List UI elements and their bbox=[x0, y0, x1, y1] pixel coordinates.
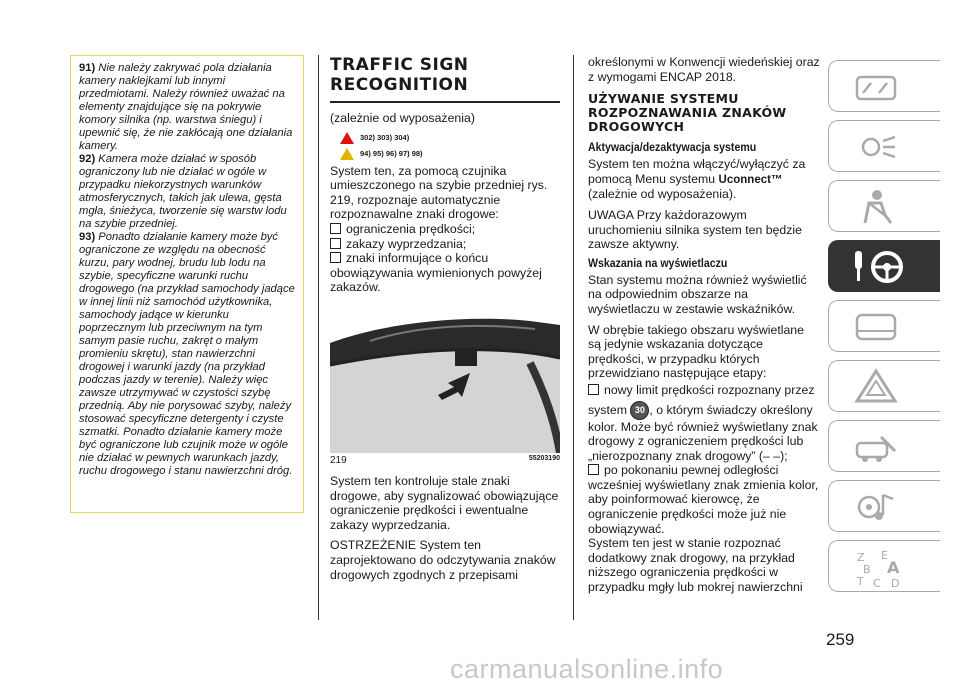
checkbox-icon bbox=[330, 223, 341, 234]
list-item: nowy limit prędkości rozpoznany przez bbox=[588, 383, 820, 398]
heading-activation: Aktywacja/dezaktywacja systemu bbox=[588, 142, 757, 155]
tab-lights[interactable] bbox=[828, 120, 940, 172]
tab-warnings[interactable] bbox=[828, 300, 940, 352]
windshield-camera-illustration bbox=[330, 303, 560, 453]
paragraph: Stan systemu można również wyświetlić na odpowiednim obszarze na wyświetlaczu w zestawie wskaźników. bbox=[588, 272, 807, 316]
key-steering-icon bbox=[851, 247, 911, 287]
windshield-figure bbox=[330, 303, 560, 453]
tab-multimedia[interactable] bbox=[828, 480, 940, 532]
dashboard-icon bbox=[851, 67, 901, 107]
multimedia-icon bbox=[851, 487, 901, 527]
figure-number: 219 bbox=[330, 454, 347, 466]
tab-safety[interactable] bbox=[828, 180, 940, 232]
checkbox-icon bbox=[588, 384, 599, 395]
figure-code: 55203190 bbox=[528, 454, 560, 462]
wrench-car-icon bbox=[851, 427, 901, 467]
checkbox-icon bbox=[330, 252, 341, 263]
notes-box bbox=[70, 55, 304, 513]
reference-badge: 30 bbox=[630, 401, 649, 420]
list-item: zakazy wyprzedzania; bbox=[330, 237, 560, 252]
svg-text:T: T bbox=[857, 575, 864, 588]
svg-text:E: E bbox=[881, 549, 888, 562]
paragraph: System ten kontroluje stale znaki drogowe, aby sygnalizować obowiązujące ograniczenie prędkości i ewentualne zakazy wyprzedzania. bbox=[330, 473, 559, 532]
usage-section bbox=[588, 55, 820, 601]
paragraph: UWAGA Przy każdorazowym uruchomieniu silnika system ten będzie zawsze aktywny. bbox=[588, 207, 802, 252]
svg-text:Z: Z bbox=[857, 551, 865, 564]
equipment-note: (zależnie od wyposażenia) bbox=[330, 111, 475, 125]
subsection-title: UŻYWANIE SYSTEMU ROZPOZNAWANIA ZNAKÓW DROGOWYCH bbox=[588, 91, 787, 135]
checkbox-icon bbox=[588, 464, 599, 475]
svg-text:D: D bbox=[891, 577, 900, 590]
note-91: 91) Nie należy zakrywać pola działania kamery naklejkami lub innymi przedmiotami. Należy również uważać na elementy znajdujące się na pokrywie komory silnika (np. warstwa śniegu) i upewnić się, że nie zakłócają one działania kamery. bbox=[79, 62, 293, 152]
heading-display: Wskazania na wyświetlaczu bbox=[588, 257, 728, 270]
list-item: po pokonaniu pewnej odległości wcześniej wyświetlany znak zmienia kolor, aby poinformować kierowcę, że ograniczenie prędkości może już nie obowiązywać. bbox=[588, 463, 819, 536]
note-92: 92) Kamera może działać w sposób ograniczony lub nie działać w ogóle w przypadku niekorzystnych warunków atmosferycznych, takich jak ulewa, gęsta mgła, śnieżyca, tworzenie się warstw lodu na szybie przedniej. bbox=[79, 153, 287, 230]
section-title: TRAFFIC SIGN RECOGNITION bbox=[330, 55, 560, 103]
emergency-triangle-icon bbox=[851, 367, 901, 407]
list-item: ograniczenia prędkości; bbox=[330, 222, 560, 237]
watermark: carmanualsonline.info bbox=[450, 654, 724, 684]
tab-emergency[interactable] bbox=[828, 360, 940, 412]
svg-text:B: B bbox=[863, 563, 871, 576]
airbag-seat-icon bbox=[851, 187, 901, 227]
svg-text:A: A bbox=[887, 558, 900, 577]
svg-text:C: C bbox=[873, 577, 881, 590]
list-tail: obowiązywania wymienionych powyżej zakazów. bbox=[330, 265, 542, 295]
tsr-section bbox=[330, 55, 560, 588]
tab-maintenance[interactable] bbox=[828, 420, 940, 472]
column-divider bbox=[318, 55, 319, 620]
tab-index[interactable] bbox=[828, 540, 940, 592]
index-letters-icon bbox=[851, 547, 911, 591]
tab-dashboard[interactable] bbox=[828, 60, 940, 112]
warning-light-icon bbox=[851, 307, 901, 347]
chapter-tabs bbox=[828, 60, 940, 600]
paragraph: System ten można włączyć/wyłączyć za pomocą Menu systemu Uconnect™ (zależnie od wyposażenia). bbox=[588, 157, 806, 202]
paragraph: W obrębie takiego obszaru wyświetlane są jedynie wskazania dotyczące prędkości, w przypadku których przewidziano następujące etapy: bbox=[588, 322, 804, 381]
caution-refs: 94) 95) 96) 97) 98) bbox=[340, 148, 560, 160]
figure-caption bbox=[330, 455, 560, 466]
warning-refs: 302) 303) 304) bbox=[340, 132, 560, 144]
note-93: 93) Ponadto działanie kamery może być ograniczone ze względu na obecność kurzu, pary wodnej, brudu lub lodu na szybie, specyficzne warunki ruchu drogowego (na przykład samochody jadące w innej linii niż samochód użytkownika, samochody jadące w kierunku poprzecznym lub przeciwnym na tym samym pasie ruchu, zakręt o małym promieniu skrętu), stan nawierzchni drogowej i warunki jazdy (na przykład podczas jazdy w terenie). Należy więc zawsze utrzymywać w czystości szybę przednią. Aby nie porysować szyby, należy stosować specyficzne detergenty i czyste szmatki. Ponadto działanie kamery może być ograniczone lub czujnik może w ogóle nie działać w pewnych warunkach jazdy, ruchu drogowego i stanu nawierzchni dróg. bbox=[79, 231, 295, 477]
intro-paragraph: System ten, za pomocą czujnika umieszczonego na szybie przedniej rys. 219, rozpoznaje automatycznie rozpoznawalne znaki drogowe: bbox=[330, 163, 548, 222]
paragraph: System ten jest w stanie rozpoznać dodatkowy znak drogowy, na przykład niższego ograniczenia prędkości w przypadku mgły lub mokrej nawierzchni bbox=[588, 536, 803, 595]
tab-driving[interactable] bbox=[828, 240, 940, 292]
paragraph: OSTRZEŻENIE System ten zaprojektowano do odczytywania znaków drogowych zgodnych z przepisami bbox=[330, 538, 556, 582]
page-number: 259 bbox=[826, 630, 855, 649]
caution-triangle-icon bbox=[340, 148, 354, 160]
column-divider bbox=[573, 55, 574, 620]
list-item-continued: system 30 , o którym świadczy określony kolor. Może być również wyświetlany znak drogowy z ograniczeniem prędkości lub „nierozpoznany znak drogowy” (– –); bbox=[588, 402, 818, 463]
checkbox-icon bbox=[330, 238, 341, 249]
list-item: znaki informujące o końcu bbox=[330, 251, 560, 266]
paragraph: określonymi w Konwencji wiedeńskiej oraz z wymogami ENCAP 2018. bbox=[588, 55, 820, 84]
warning-triangle-icon bbox=[340, 132, 354, 144]
lights-icon bbox=[851, 127, 901, 167]
